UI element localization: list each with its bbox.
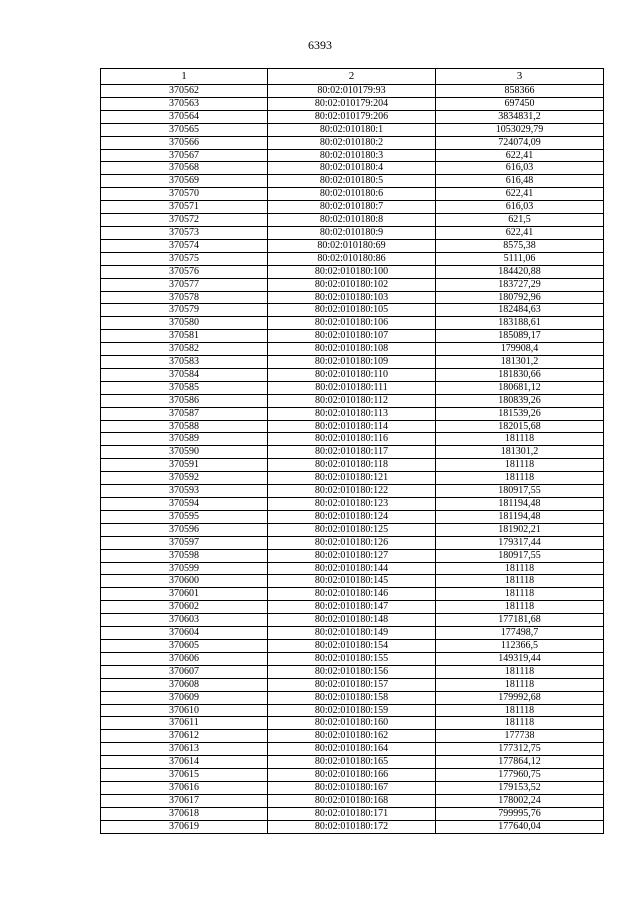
value-cell: 179908,4 [436, 343, 604, 356]
record-number-cell: 370577 [101, 278, 268, 291]
value-cell: 181194,48 [436, 510, 604, 523]
cadastral-number-cell: 80:02:010180:2 [268, 136, 436, 149]
record-number-cell: 370617 [101, 794, 268, 807]
record-number-cell: 370564 [101, 110, 268, 123]
cadastral-number-cell: 80:02:010180:148 [268, 614, 436, 627]
cadastral-number-cell: 80:02:010180:3 [268, 149, 436, 162]
record-number-cell: 370575 [101, 252, 268, 265]
cadastral-number-cell: 80:02:010180:116 [268, 433, 436, 446]
table-row [101, 304, 604, 317]
value-cell: 181301,2 [436, 356, 604, 369]
record-number-cell: 370594 [101, 498, 268, 511]
record-number-cell: 370598 [101, 549, 268, 562]
cadastral-number-cell: 80:02:010180:165 [268, 756, 436, 769]
cadastral-number-cell: 80:02:010180:171 [268, 807, 436, 820]
table-row [101, 575, 604, 588]
table-row [101, 756, 604, 769]
table-row [101, 110, 604, 123]
table-row [101, 201, 604, 214]
table-row [101, 807, 604, 820]
record-number-cell: 370608 [101, 678, 268, 691]
record-number-cell: 370600 [101, 575, 268, 588]
value-cell: 181118 [436, 588, 604, 601]
value-cell: 177864,12 [436, 756, 604, 769]
record-number-cell: 370570 [101, 188, 268, 201]
column-header: 2 [268, 69, 436, 85]
table-row [101, 291, 604, 304]
record-number-cell: 370613 [101, 743, 268, 756]
record-number-cell: 370607 [101, 665, 268, 678]
value-cell: 178002,24 [436, 794, 604, 807]
table-row [101, 239, 604, 252]
table-row [101, 85, 604, 98]
table-row [101, 265, 604, 278]
table-row [101, 717, 604, 730]
cadastral-number-cell: 80:02:010180:121 [268, 472, 436, 485]
record-number-cell: 370614 [101, 756, 268, 769]
record-number-cell: 370616 [101, 781, 268, 794]
value-cell: 858366 [436, 85, 604, 98]
table-row [101, 730, 604, 743]
record-number-cell: 370571 [101, 201, 268, 214]
record-number-cell: 370603 [101, 614, 268, 627]
value-cell: 8575,38 [436, 239, 604, 252]
cadastral-number-cell: 80:02:010180:6 [268, 188, 436, 201]
table-row [101, 420, 604, 433]
record-number-cell: 370580 [101, 317, 268, 330]
value-cell: 177640,04 [436, 820, 604, 833]
cadastral-number-cell: 80:02:010180:124 [268, 510, 436, 523]
value-cell: 177960,75 [436, 769, 604, 782]
value-cell: 181902,21 [436, 523, 604, 536]
table-row [101, 601, 604, 614]
cadastral-number-cell: 80:02:010180:4 [268, 162, 436, 175]
cadastral-number-cell: 80:02:010180:122 [268, 485, 436, 498]
table-row [101, 278, 604, 291]
page-number: 6393 [308, 38, 332, 52]
value-cell: 180839,26 [436, 394, 604, 407]
cadastral-number-cell: 80:02:010179:204 [268, 97, 436, 110]
value-cell: 180917,55 [436, 549, 604, 562]
table-row [101, 175, 604, 188]
cadastral-number-cell: 80:02:010180:167 [268, 781, 436, 794]
record-number-cell: 370565 [101, 123, 268, 136]
value-cell: 182484,63 [436, 304, 604, 317]
table-row [101, 781, 604, 794]
record-number-cell: 370618 [101, 807, 268, 820]
record-number-cell: 370568 [101, 162, 268, 175]
cadastral-number-cell: 80:02:010180:102 [268, 278, 436, 291]
cadastral-number-cell: 80:02:010180:159 [268, 704, 436, 717]
value-cell: 616,48 [436, 175, 604, 188]
record-number-cell: 370595 [101, 510, 268, 523]
record-number-cell: 370572 [101, 214, 268, 227]
value-cell: 181118 [436, 717, 604, 730]
cadastral-number-cell: 80:02:010180:156 [268, 665, 436, 678]
record-number-cell: 370606 [101, 652, 268, 665]
record-number-cell: 370573 [101, 226, 268, 239]
table-row [101, 536, 604, 549]
cadastral-number-cell: 80:02:010180:155 [268, 652, 436, 665]
record-number-cell: 370619 [101, 820, 268, 833]
table-row [101, 627, 604, 640]
table-row [101, 820, 604, 833]
table-row [101, 123, 604, 136]
value-cell: 181118 [436, 459, 604, 472]
table-row [101, 188, 604, 201]
record-number-cell: 370562 [101, 85, 268, 98]
value-cell: 112366,5 [436, 639, 604, 652]
value-cell: 799995,76 [436, 807, 604, 820]
cadastral-number-cell: 80:02:010180:7 [268, 201, 436, 214]
value-cell: 149319,44 [436, 652, 604, 665]
table-row [101, 226, 604, 239]
cadastral-number-cell: 80:02:010180:146 [268, 588, 436, 601]
table-row [101, 523, 604, 536]
cadastral-number-cell: 80:02:010180:111 [268, 381, 436, 394]
table-row [101, 446, 604, 459]
value-cell: 180917,55 [436, 485, 604, 498]
value-cell: 181118 [436, 472, 604, 485]
value-cell: 180681,12 [436, 381, 604, 394]
cadastral-number-cell: 80:02:010180:5 [268, 175, 436, 188]
record-number-cell: 370612 [101, 730, 268, 743]
cadastral-number-cell: 80:02:010180:113 [268, 407, 436, 420]
cadastral-number-cell: 80:02:010180:127 [268, 549, 436, 562]
value-cell: 185089,17 [436, 330, 604, 343]
value-cell: 181118 [436, 678, 604, 691]
value-cell: 5111,06 [436, 252, 604, 265]
cadastral-number-cell: 80:02:010180:105 [268, 304, 436, 317]
value-cell: 622,41 [436, 149, 604, 162]
value-cell: 616,03 [436, 162, 604, 175]
value-cell: 184420,88 [436, 265, 604, 278]
value-cell: 177312,75 [436, 743, 604, 756]
cadastral-number-cell: 80:02:010180:166 [268, 769, 436, 782]
cadastral-number-cell: 80:02:010179:206 [268, 110, 436, 123]
cadastral-number-cell: 80:02:010180:117 [268, 446, 436, 459]
value-cell: 181118 [436, 575, 604, 588]
cadastral-number-cell: 80:02:010180:8 [268, 214, 436, 227]
cadastral-number-cell: 80:02:010180:112 [268, 394, 436, 407]
table-row [101, 639, 604, 652]
value-cell: 179153,52 [436, 781, 604, 794]
table-row [101, 252, 604, 265]
record-number-cell: 370609 [101, 691, 268, 704]
record-number-cell: 370563 [101, 97, 268, 110]
table-row [101, 704, 604, 717]
value-cell: 181118 [436, 433, 604, 446]
value-cell: 180792,96 [436, 291, 604, 304]
value-cell: 1053029,79 [436, 123, 604, 136]
record-number-cell: 370576 [101, 265, 268, 278]
cadastral-number-cell: 80:02:010180:1 [268, 123, 436, 136]
record-number-cell: 370597 [101, 536, 268, 549]
cadastral-number-cell: 80:02:010180:69 [268, 239, 436, 252]
value-cell: 622,41 [436, 226, 604, 239]
record-number-cell: 370581 [101, 330, 268, 343]
table-row [101, 498, 604, 511]
table-row [101, 381, 604, 394]
record-number-cell: 370587 [101, 407, 268, 420]
record-number-cell: 370584 [101, 368, 268, 381]
value-cell: 181118 [436, 601, 604, 614]
value-cell: 179992,68 [436, 691, 604, 704]
table-row [101, 691, 604, 704]
cadastral-number-cell: 80:02:010180:118 [268, 459, 436, 472]
cadastral-number-cell: 80:02:010180:103 [268, 291, 436, 304]
cadastral-number-cell: 80:02:010179:93 [268, 85, 436, 98]
table-row [101, 652, 604, 665]
record-number-cell: 370610 [101, 704, 268, 717]
value-cell: 181539,26 [436, 407, 604, 420]
cadastral-number-cell: 80:02:010180:126 [268, 536, 436, 549]
table-row [101, 343, 604, 356]
table-header-row [101, 69, 604, 85]
value-cell: 697450 [436, 97, 604, 110]
value-cell: 183188,61 [436, 317, 604, 330]
record-number-cell: 370579 [101, 304, 268, 317]
record-number-cell: 370586 [101, 394, 268, 407]
cadastral-number-cell: 80:02:010180:100 [268, 265, 436, 278]
record-number-cell: 370599 [101, 562, 268, 575]
table-row [101, 356, 604, 369]
record-number-cell: 370578 [101, 291, 268, 304]
record-number-cell: 370585 [101, 381, 268, 394]
record-number-cell: 370602 [101, 601, 268, 614]
value-cell: 616,03 [436, 201, 604, 214]
record-number-cell: 370601 [101, 588, 268, 601]
value-cell: 181194,48 [436, 498, 604, 511]
value-cell: 182015,68 [436, 420, 604, 433]
value-cell: 183727,29 [436, 278, 604, 291]
record-number-cell: 370574 [101, 239, 268, 252]
cadastral-number-cell: 80:02:010180:125 [268, 523, 436, 536]
cadastral-number-cell: 80:02:010180:109 [268, 356, 436, 369]
registry-table [100, 68, 604, 834]
record-number-cell: 370588 [101, 420, 268, 433]
cadastral-number-cell: 80:02:010180:107 [268, 330, 436, 343]
cadastral-number-cell: 80:02:010180:164 [268, 743, 436, 756]
table-row [101, 368, 604, 381]
table-row [101, 149, 604, 162]
cadastral-number-cell: 80:02:010180:9 [268, 226, 436, 239]
table-row [101, 330, 604, 343]
cadastral-number-cell: 80:02:010180:86 [268, 252, 436, 265]
record-number-cell: 370592 [101, 472, 268, 485]
value-cell: 3834831,2 [436, 110, 604, 123]
value-cell: 724074,09 [436, 136, 604, 149]
cadastral-number-cell: 80:02:010180:123 [268, 498, 436, 511]
table-row [101, 214, 604, 227]
record-number-cell: 370589 [101, 433, 268, 446]
table-row [101, 549, 604, 562]
cadastral-number-cell: 80:02:010180:147 [268, 601, 436, 614]
cadastral-number-cell: 80:02:010180:158 [268, 691, 436, 704]
cadastral-number-cell: 80:02:010180:168 [268, 794, 436, 807]
table-row [101, 614, 604, 627]
value-cell: 177181,68 [436, 614, 604, 627]
cadastral-number-cell: 80:02:010180:114 [268, 420, 436, 433]
table-row [101, 472, 604, 485]
record-number-cell: 370569 [101, 175, 268, 188]
table-row [101, 485, 604, 498]
value-cell: 181301,2 [436, 446, 604, 459]
cadastral-number-cell: 80:02:010180:160 [268, 717, 436, 730]
value-cell: 181830,66 [436, 368, 604, 381]
table-row [101, 407, 604, 420]
table-row [101, 678, 604, 691]
record-number-cell: 370583 [101, 356, 268, 369]
table-row [101, 459, 604, 472]
record-number-cell: 370605 [101, 639, 268, 652]
table-row [101, 162, 604, 175]
record-number-cell: 370591 [101, 459, 268, 472]
column-header: 3 [436, 69, 604, 85]
record-number-cell: 370593 [101, 485, 268, 498]
value-cell: 622,41 [436, 188, 604, 201]
cadastral-number-cell: 80:02:010180:106 [268, 317, 436, 330]
table-row [101, 769, 604, 782]
cadastral-number-cell: 80:02:010180:144 [268, 562, 436, 575]
table-row [101, 97, 604, 110]
record-number-cell: 370596 [101, 523, 268, 536]
cadastral-number-cell: 80:02:010180:162 [268, 730, 436, 743]
column-header: 1 [101, 69, 268, 85]
cadastral-number-cell: 80:02:010180:108 [268, 343, 436, 356]
cadastral-number-cell: 80:02:010180:154 [268, 639, 436, 652]
record-number-cell: 370604 [101, 627, 268, 640]
table-row [101, 394, 604, 407]
table-row [101, 743, 604, 756]
value-cell: 181118 [436, 704, 604, 717]
record-number-cell: 370582 [101, 343, 268, 356]
value-cell: 621,5 [436, 214, 604, 227]
value-cell: 181118 [436, 665, 604, 678]
record-number-cell: 370590 [101, 446, 268, 459]
value-cell: 177498,7 [436, 627, 604, 640]
cadastral-number-cell: 80:02:010180:172 [268, 820, 436, 833]
table-row [101, 794, 604, 807]
value-cell: 181118 [436, 562, 604, 575]
table-row [101, 588, 604, 601]
cadastral-number-cell: 80:02:010180:110 [268, 368, 436, 381]
cadastral-number-cell: 80:02:010180:145 [268, 575, 436, 588]
cadastral-number-cell: 80:02:010180:149 [268, 627, 436, 640]
table-row [101, 562, 604, 575]
cadastral-number-cell: 80:02:010180:157 [268, 678, 436, 691]
record-number-cell: 370611 [101, 717, 268, 730]
value-cell: 179317,44 [436, 536, 604, 549]
table-row [101, 317, 604, 330]
table-row [101, 665, 604, 678]
record-number-cell: 370567 [101, 149, 268, 162]
table-row [101, 433, 604, 446]
record-number-cell: 370615 [101, 769, 268, 782]
record-number-cell: 370566 [101, 136, 268, 149]
table-row [101, 136, 604, 149]
value-cell: 177738 [436, 730, 604, 743]
table-row [101, 510, 604, 523]
